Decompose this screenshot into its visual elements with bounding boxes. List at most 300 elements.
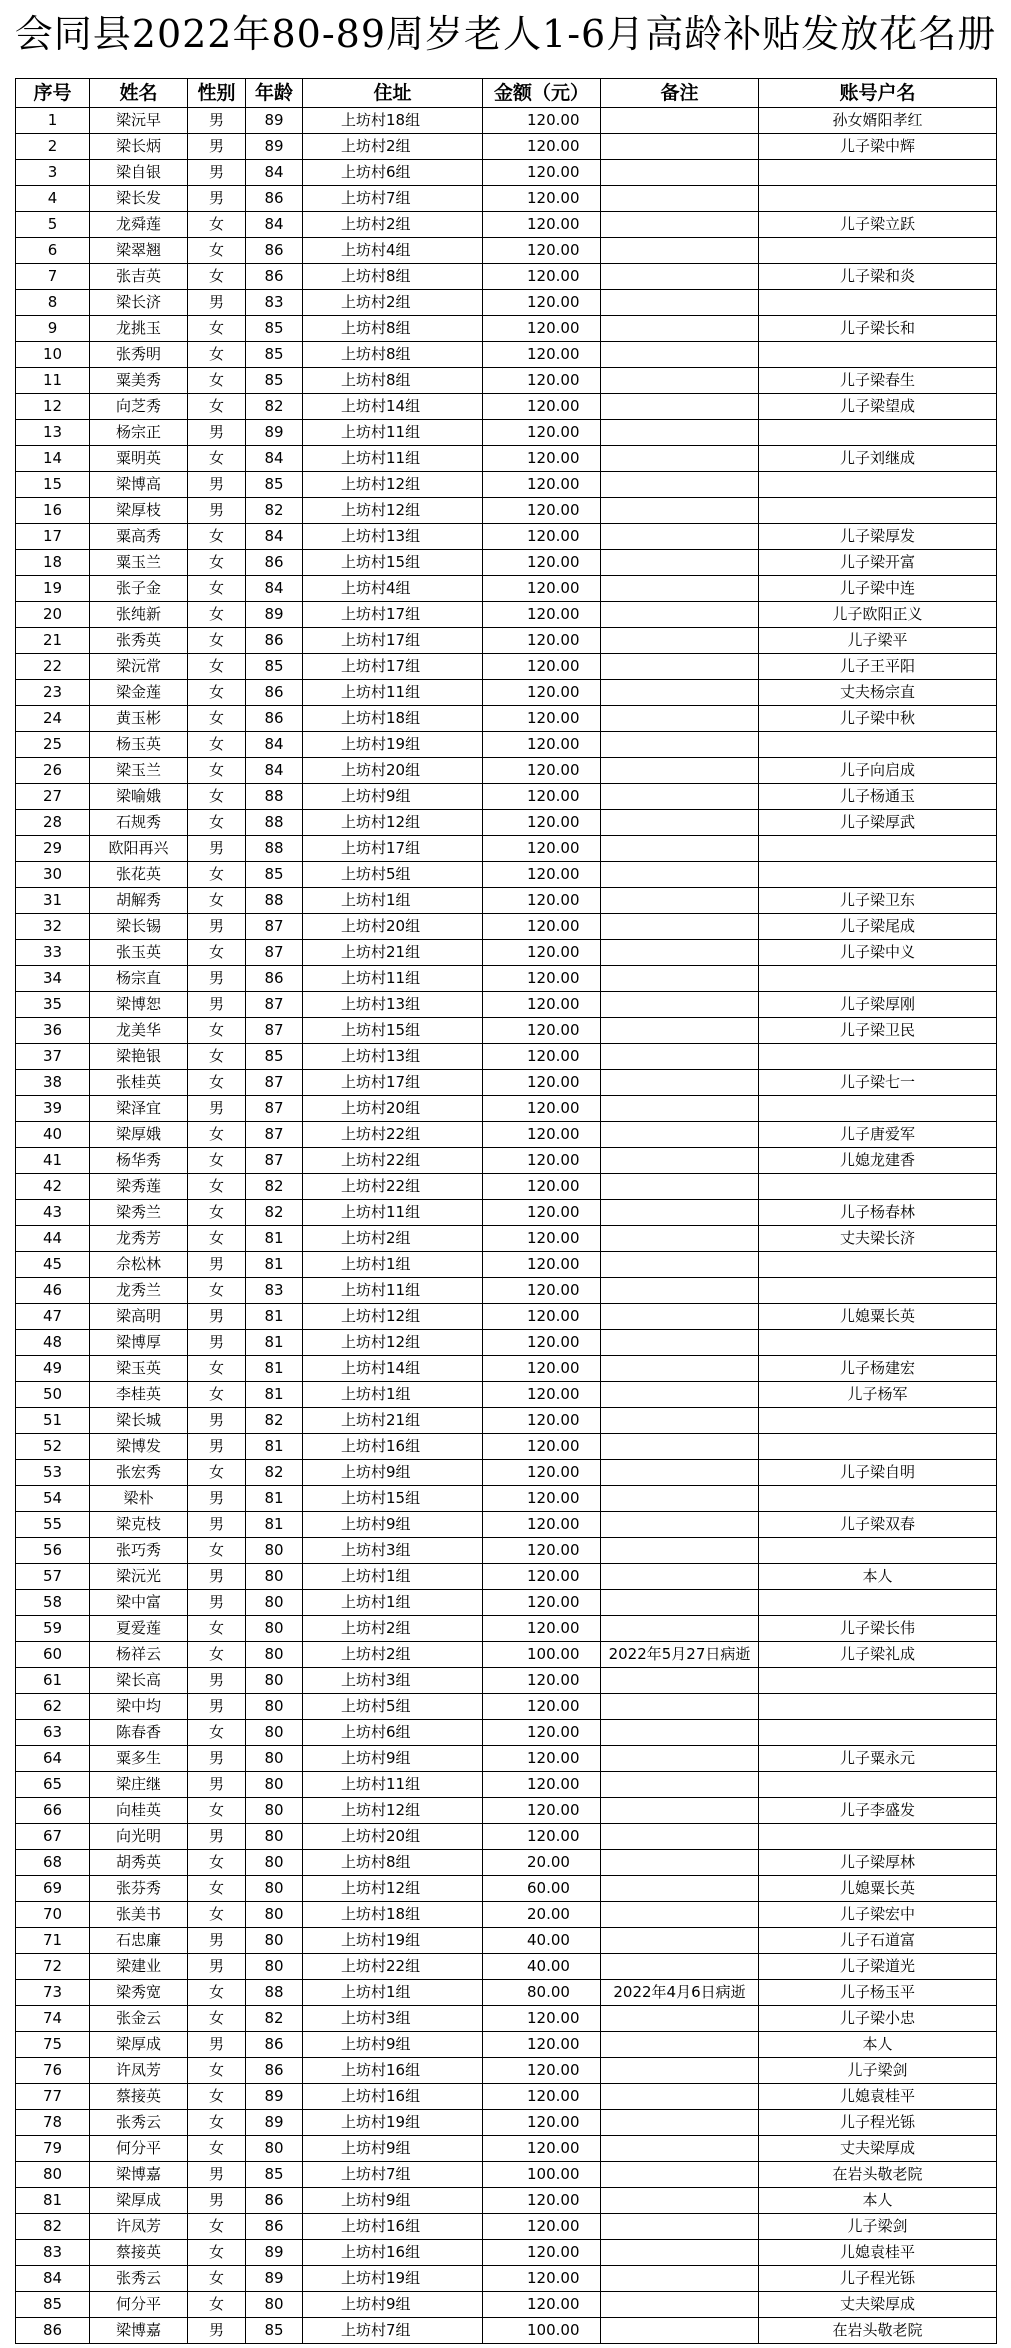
cell-index: 2 <box>16 134 90 160</box>
cell-name: 张纯新 <box>90 602 188 628</box>
cell-remark <box>601 1538 759 1564</box>
cell-address: 上坊村3组 <box>303 1538 483 1564</box>
table-row <box>16 1954 997 1980</box>
cell-remark <box>601 1252 759 1278</box>
cell-amount: 120.00 <box>483 524 601 550</box>
cell-remark <box>601 342 759 368</box>
cell-gender: 女 <box>188 1122 246 1148</box>
cell-age: 81 <box>246 1252 303 1278</box>
cell-age: 81 <box>246 1356 303 1382</box>
cell-remark <box>601 1408 759 1434</box>
cell-amount: 120.00 <box>483 1148 601 1174</box>
roster-table <box>15 78 997 2344</box>
cell-name: 陈春香 <box>90 1720 188 1746</box>
table-row <box>16 992 997 1018</box>
cell-amount: 120.00 <box>483 1798 601 1824</box>
cell-remark <box>601 1174 759 1200</box>
cell-gender: 女 <box>188 1044 246 1070</box>
cell-age: 84 <box>246 758 303 784</box>
cell-remark <box>601 1590 759 1616</box>
table-row <box>16 576 997 602</box>
cell-address: 上坊村2组 <box>303 290 483 316</box>
cell-age: 87 <box>246 1148 303 1174</box>
cell-age: 84 <box>246 212 303 238</box>
table-row <box>16 706 997 732</box>
cell-account <box>759 1720 997 1746</box>
cell-account: 孙女婿阳孝红 <box>759 108 997 134</box>
cell-remark <box>601 1330 759 1356</box>
cell-amount: 20.00 <box>483 1850 601 1876</box>
cell-index: 64 <box>16 1746 90 1772</box>
cell-address: 上坊村4组 <box>303 576 483 602</box>
cell-gender: 女 <box>188 212 246 238</box>
cell-gender: 女 <box>188 1174 246 1200</box>
cell-age: 82 <box>246 1174 303 1200</box>
cell-age: 89 <box>246 108 303 134</box>
cell-amount: 120.00 <box>483 1252 601 1278</box>
cell-name: 胡解秀 <box>90 888 188 914</box>
cell-name: 梁沅常 <box>90 654 188 680</box>
cell-address: 上坊村17组 <box>303 654 483 680</box>
cell-account <box>759 1096 997 1122</box>
cell-gender: 女 <box>188 2214 246 2240</box>
cell-amount: 120.00 <box>483 1304 601 1330</box>
cell-gender: 男 <box>188 1304 246 1330</box>
cell-index: 74 <box>16 2006 90 2032</box>
cell-name: 粟高秀 <box>90 524 188 550</box>
cell-gender: 女 <box>188 888 246 914</box>
cell-name: 胡秀英 <box>90 1850 188 1876</box>
cell-amount: 120.00 <box>483 342 601 368</box>
cell-age: 86 <box>246 238 303 264</box>
cell-amount: 120.00 <box>483 2110 601 2136</box>
cell-name: 龙美华 <box>90 1018 188 1044</box>
cell-address: 上坊村8组 <box>303 316 483 342</box>
cell-gender: 女 <box>188 1720 246 1746</box>
cell-remark <box>601 576 759 602</box>
cell-gender: 男 <box>188 1928 246 1954</box>
cell-amount: 120.00 <box>483 706 601 732</box>
cell-amount: 120.00 <box>483 1174 601 1200</box>
cell-gender: 女 <box>188 1148 246 1174</box>
cell-address: 上坊村12组 <box>303 1330 483 1356</box>
cell-index: 29 <box>16 836 90 862</box>
cell-name: 张金云 <box>90 2006 188 2032</box>
cell-account: 在岩头敬老院 <box>759 2318 997 2344</box>
cell-address: 上坊村20组 <box>303 1824 483 1850</box>
cell-age: 88 <box>246 810 303 836</box>
cell-amount: 120.00 <box>483 836 601 862</box>
cell-name: 蔡接英 <box>90 2084 188 2110</box>
cell-gender: 女 <box>188 1850 246 1876</box>
cell-name: 粟明英 <box>90 446 188 472</box>
cell-account <box>759 1486 997 1512</box>
cell-index: 4 <box>16 186 90 212</box>
cell-amount: 120.00 <box>483 1408 601 1434</box>
cell-name: 张巧秀 <box>90 1538 188 1564</box>
cell-address: 上坊村11组 <box>303 1200 483 1226</box>
cell-name: 张美书 <box>90 1902 188 1928</box>
cell-amount: 120.00 <box>483 1720 601 1746</box>
cell-amount: 120.00 <box>483 2058 601 2084</box>
cell-gender: 女 <box>188 264 246 290</box>
cell-age: 87 <box>246 914 303 940</box>
cell-amount: 120.00 <box>483 1616 601 1642</box>
cell-account: 儿子杨建宏 <box>759 1356 997 1382</box>
cell-gender: 女 <box>188 732 246 758</box>
cell-amount: 120.00 <box>483 1564 601 1590</box>
cell-account <box>759 186 997 212</box>
cell-address: 上坊村5组 <box>303 1694 483 1720</box>
cell-name: 龙舜莲 <box>90 212 188 238</box>
cell-name: 梁庄继 <box>90 1772 188 1798</box>
cell-address: 上坊村20组 <box>303 914 483 940</box>
table-row <box>16 108 997 134</box>
table-row <box>16 2188 997 2214</box>
cell-index: 80 <box>16 2162 90 2188</box>
cell-age: 83 <box>246 290 303 316</box>
col-header-index: 序号 <box>16 79 90 108</box>
table-row <box>16 186 997 212</box>
cell-age: 89 <box>246 2110 303 2136</box>
cell-address: 上坊村19组 <box>303 2110 483 2136</box>
cell-name: 梁长发 <box>90 186 188 212</box>
table-row <box>16 1590 997 1616</box>
col-header-age: 年龄 <box>246 79 303 108</box>
cell-remark <box>601 2058 759 2084</box>
cell-address: 上坊村16组 <box>303 2214 483 2240</box>
cell-account: 儿子梁自明 <box>759 1460 997 1486</box>
cell-remark <box>601 1018 759 1044</box>
table-row <box>16 1408 997 1434</box>
cell-amount: 40.00 <box>483 1954 601 1980</box>
cell-name: 张宏秀 <box>90 1460 188 1486</box>
cell-name: 粟多生 <box>90 1746 188 1772</box>
cell-account: 儿子刘继成 <box>759 446 997 472</box>
cell-account: 儿媳粟长英 <box>759 1304 997 1330</box>
cell-name: 梁沅光 <box>90 1564 188 1590</box>
cell-address: 上坊村16组 <box>303 1434 483 1460</box>
cell-gender: 男 <box>188 472 246 498</box>
cell-account <box>759 966 997 992</box>
cell-age: 80 <box>246 1746 303 1772</box>
table-row <box>16 732 997 758</box>
cell-address: 上坊村21组 <box>303 1408 483 1434</box>
cell-name: 龙秀芳 <box>90 1226 188 1252</box>
cell-account <box>759 1044 997 1070</box>
table-row <box>16 134 997 160</box>
cell-name: 向桂英 <box>90 1798 188 1824</box>
cell-remark <box>601 1616 759 1642</box>
page-title: 会同县2022年80-89周岁老人1-6月高龄补贴发放花名册 <box>14 12 997 56</box>
cell-remark <box>601 940 759 966</box>
cell-remark <box>601 1044 759 1070</box>
cell-index: 23 <box>16 680 90 706</box>
cell-remark <box>601 446 759 472</box>
cell-gender: 男 <box>188 992 246 1018</box>
table-row <box>16 2110 997 2136</box>
cell-remark <box>601 888 759 914</box>
cell-gender: 男 <box>188 2318 246 2344</box>
cell-account: 儿子梁宏中 <box>759 1902 997 1928</box>
cell-amount: 120.00 <box>483 1278 601 1304</box>
cell-name: 梁长高 <box>90 1668 188 1694</box>
cell-remark <box>601 1720 759 1746</box>
table-row <box>16 290 997 316</box>
table-row <box>16 1486 997 1512</box>
cell-gender: 男 <box>188 1954 246 1980</box>
cell-remark <box>601 810 759 836</box>
cell-address: 上坊村18组 <box>303 1902 483 1928</box>
cell-index: 73 <box>16 1980 90 2006</box>
cell-remark <box>601 290 759 316</box>
cell-amount: 120.00 <box>483 550 601 576</box>
cell-age: 80 <box>246 1564 303 1590</box>
cell-gender: 女 <box>188 1070 246 1096</box>
table-row <box>16 1512 997 1538</box>
cell-age: 80 <box>246 1902 303 1928</box>
cell-age: 86 <box>246 706 303 732</box>
cell-age: 86 <box>246 2058 303 2084</box>
cell-name: 梁秀宽 <box>90 1980 188 2006</box>
cell-address: 上坊村9组 <box>303 2032 483 2058</box>
cell-remark <box>601 1746 759 1772</box>
cell-remark <box>601 654 759 680</box>
cell-age: 85 <box>246 2162 303 2188</box>
cell-gender: 男 <box>188 108 246 134</box>
cell-address: 上坊村3组 <box>303 2006 483 2032</box>
cell-gender: 女 <box>188 680 246 706</box>
cell-account: 儿子杨通玉 <box>759 784 997 810</box>
col-header-gender: 性别 <box>188 79 246 108</box>
table-row <box>16 914 997 940</box>
cell-address: 上坊村9组 <box>303 1512 483 1538</box>
cell-account: 儿子杨军 <box>759 1382 997 1408</box>
cell-address: 上坊村11组 <box>303 1772 483 1798</box>
cell-gender: 女 <box>188 810 246 836</box>
cell-name: 张芬秀 <box>90 1876 188 1902</box>
cell-index: 82 <box>16 2214 90 2240</box>
cell-name: 石规秀 <box>90 810 188 836</box>
cell-account <box>759 1252 997 1278</box>
cell-remark <box>601 1434 759 1460</box>
cell-index: 46 <box>16 1278 90 1304</box>
cell-account: 本人 <box>759 2032 997 2058</box>
cell-address: 上坊村17组 <box>303 628 483 654</box>
cell-name: 张桂英 <box>90 1070 188 1096</box>
cell-remark <box>601 1564 759 1590</box>
cell-name: 粟玉兰 <box>90 550 188 576</box>
cell-index: 47 <box>16 1304 90 1330</box>
cell-address: 上坊村9组 <box>303 2188 483 2214</box>
cell-index: 66 <box>16 1798 90 1824</box>
cell-index: 22 <box>16 654 90 680</box>
table-header <box>16 79 997 108</box>
cell-index: 67 <box>16 1824 90 1850</box>
cell-index: 24 <box>16 706 90 732</box>
cell-gender: 男 <box>188 2162 246 2188</box>
cell-amount: 120.00 <box>483 732 601 758</box>
cell-age: 87 <box>246 1096 303 1122</box>
cell-amount: 120.00 <box>483 1122 601 1148</box>
cell-name: 粟美秀 <box>90 368 188 394</box>
cell-address: 上坊村12组 <box>303 472 483 498</box>
cell-index: 49 <box>16 1356 90 1382</box>
cell-address: 上坊村12组 <box>303 1798 483 1824</box>
cell-gender: 女 <box>188 1980 246 2006</box>
cell-amount: 120.00 <box>483 238 601 264</box>
table-row <box>16 212 997 238</box>
cell-address: 上坊村22组 <box>303 1174 483 1200</box>
cell-remark <box>601 1070 759 1096</box>
cell-gender: 男 <box>188 1096 246 1122</box>
cell-amount: 20.00 <box>483 1902 601 1928</box>
cell-remark <box>601 914 759 940</box>
cell-name: 黄玉彬 <box>90 706 188 732</box>
table-row <box>16 2318 997 2344</box>
cell-remark <box>601 2006 759 2032</box>
table-row <box>16 472 997 498</box>
cell-amount: 120.00 <box>483 316 601 342</box>
cell-amount: 120.00 <box>483 394 601 420</box>
cell-index: 57 <box>16 1564 90 1590</box>
cell-gender: 女 <box>188 940 246 966</box>
cell-name: 张秀云 <box>90 2110 188 2136</box>
cell-remark <box>601 1824 759 1850</box>
cell-address: 上坊村16组 <box>303 2084 483 2110</box>
table-row <box>16 1070 997 1096</box>
cell-account: 儿子梁中辉 <box>759 134 997 160</box>
cell-account <box>759 1434 997 1460</box>
cell-age: 80 <box>246 1928 303 1954</box>
cell-gender: 女 <box>188 784 246 810</box>
cell-index: 13 <box>16 420 90 446</box>
cell-amount: 120.00 <box>483 186 601 212</box>
cell-account: 儿子梁春生 <box>759 368 997 394</box>
table-row <box>16 1018 997 1044</box>
cell-index: 20 <box>16 602 90 628</box>
cell-name: 梁泽宜 <box>90 1096 188 1122</box>
cell-remark <box>601 2292 759 2318</box>
cell-remark <box>601 1382 759 1408</box>
cell-address: 上坊村19组 <box>303 2266 483 2292</box>
table-row <box>16 1772 997 1798</box>
cell-index: 51 <box>16 1408 90 1434</box>
cell-address: 上坊村1组 <box>303 1590 483 1616</box>
cell-index: 58 <box>16 1590 90 1616</box>
cell-account <box>759 290 997 316</box>
table-row <box>16 524 997 550</box>
cell-gender: 女 <box>188 368 246 394</box>
cell-index: 59 <box>16 1616 90 1642</box>
cell-gender: 男 <box>188 914 246 940</box>
table-row <box>16 1434 997 1460</box>
cell-name: 何分平 <box>90 2136 188 2162</box>
cell-remark <box>601 212 759 238</box>
cell-address: 上坊村8组 <box>303 1850 483 1876</box>
cell-remark <box>601 2162 759 2188</box>
cell-address: 上坊村22组 <box>303 1954 483 1980</box>
cell-age: 85 <box>246 316 303 342</box>
cell-age: 80 <box>246 1876 303 1902</box>
table-row <box>16 1538 997 1564</box>
cell-address: 上坊村1组 <box>303 1980 483 2006</box>
cell-account: 儿子唐爱军 <box>759 1122 997 1148</box>
cell-remark <box>601 1954 759 1980</box>
cell-index: 70 <box>16 1902 90 1928</box>
cell-account <box>759 238 997 264</box>
cell-account: 儿子梁尾成 <box>759 914 997 940</box>
cell-gender: 男 <box>188 966 246 992</box>
cell-account <box>759 472 997 498</box>
cell-name: 张玉英 <box>90 940 188 966</box>
cell-index: 65 <box>16 1772 90 1798</box>
cell-index: 44 <box>16 1226 90 1252</box>
cell-name: 夏爱莲 <box>90 1616 188 1642</box>
cell-index: 30 <box>16 862 90 888</box>
table-row <box>16 758 997 784</box>
cell-account <box>759 1278 997 1304</box>
cell-remark <box>601 472 759 498</box>
cell-name: 张秀明 <box>90 342 188 368</box>
cell-age: 80 <box>246 1590 303 1616</box>
cell-age: 86 <box>246 680 303 706</box>
cell-amount: 120.00 <box>483 602 601 628</box>
cell-name: 梁博嘉 <box>90 2162 188 2188</box>
cell-amount: 120.00 <box>483 1668 601 1694</box>
cell-gender: 女 <box>188 602 246 628</box>
cell-address: 上坊村11组 <box>303 966 483 992</box>
cell-index: 53 <box>16 1460 90 1486</box>
cell-index: 21 <box>16 628 90 654</box>
cell-name: 杨华秀 <box>90 1148 188 1174</box>
cell-index: 14 <box>16 446 90 472</box>
cell-account <box>759 1590 997 1616</box>
cell-index: 77 <box>16 2084 90 2110</box>
cell-remark <box>601 1798 759 1824</box>
cell-account: 儿媳袁桂平 <box>759 2084 997 2110</box>
cell-address: 上坊村18组 <box>303 108 483 134</box>
cell-gender: 女 <box>188 1798 246 1824</box>
table-row <box>16 2214 997 2240</box>
cell-age: 88 <box>246 1980 303 2006</box>
cell-age: 89 <box>246 2084 303 2110</box>
cell-account: 丈夫梁长济 <box>759 1226 997 1252</box>
cell-amount: 120.00 <box>483 212 601 238</box>
cell-amount: 120.00 <box>483 1486 601 1512</box>
cell-index: 6 <box>16 238 90 264</box>
table-row <box>16 394 997 420</box>
table-row <box>16 1642 997 1668</box>
table-row <box>16 1746 997 1772</box>
cell-remark <box>601 1668 759 1694</box>
cell-name: 张子金 <box>90 576 188 602</box>
cell-age: 80 <box>246 1616 303 1642</box>
cell-account <box>759 1408 997 1434</box>
cell-remark <box>601 1200 759 1226</box>
cell-address: 上坊村20组 <box>303 1096 483 1122</box>
cell-index: 3 <box>16 160 90 186</box>
cell-remark <box>601 2084 759 2110</box>
cell-age: 82 <box>246 2006 303 2032</box>
cell-name: 梁玉兰 <box>90 758 188 784</box>
cell-age: 85 <box>246 342 303 368</box>
cell-name: 梁博高 <box>90 472 188 498</box>
table-row <box>16 1330 997 1356</box>
cell-account: 儿子梁长伟 <box>759 1616 997 1642</box>
cell-account: 儿子王平阳 <box>759 654 997 680</box>
cell-address: 上坊村11组 <box>303 420 483 446</box>
